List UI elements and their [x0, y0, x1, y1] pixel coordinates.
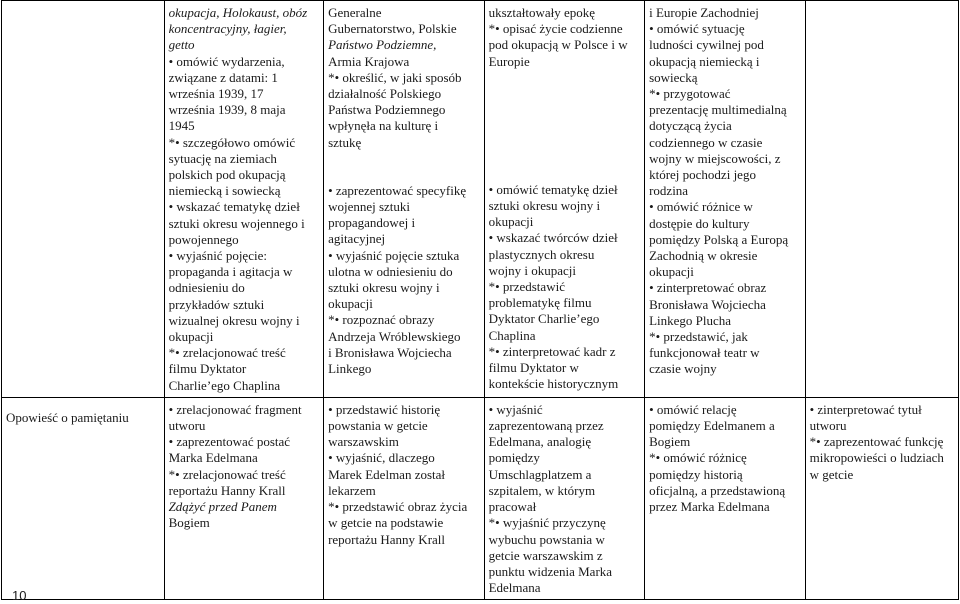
cell-line: sztukę	[328, 134, 362, 150]
cell-line: niemiecką i sowiecką	[168, 183, 281, 199]
cell-line: okupacji	[168, 329, 214, 345]
cell-line: *• określić, w jaki sposób	[328, 69, 462, 85]
cell-line: okupacją niemiecką i	[649, 53, 760, 69]
cell-line: 1945	[168, 118, 195, 134]
cell-line	[489, 70, 641, 86]
cell-line: okupacji	[649, 264, 694, 280]
cell-line: i Bronisława Wojciecha	[328, 344, 452, 360]
cell-line: mikropowieści o ludziach	[809, 450, 944, 466]
cell-line: getcie warszawskim z	[488, 547, 603, 563]
row-label: Opowieść o pamiętaniu	[6, 409, 129, 425]
cell-line: *• przedstawić obraz życia	[328, 499, 468, 515]
cell-line: • zinterpretować tytuł	[809, 401, 922, 417]
cell-line: Marek Edelman został	[328, 466, 446, 482]
cell-line: sztuki okresu wojny i	[488, 198, 601, 214]
row-label-cell	[2, 397, 165, 599]
table-cell	[484, 1, 645, 398]
table-cell	[324, 1, 485, 398]
cell-line: propagandowej i	[328, 215, 416, 231]
cell-line: okupacji	[328, 296, 373, 312]
cell-line: kontekście historycznym	[488, 376, 619, 392]
cell-line	[489, 134, 641, 150]
cell-line: w getcie	[809, 466, 854, 482]
cell-line: polskich pod okupacją	[168, 167, 286, 183]
cell-line: • zrelacjonować fragment	[168, 401, 302, 417]
cell-line: *• zrelacjonować treść	[168, 466, 286, 482]
cell-line: września 1939, 8 maja	[168, 102, 286, 118]
cell-line: *• przedstawić	[488, 279, 565, 295]
cell-line: Linkego	[328, 361, 372, 377]
cell-line: ulotna w odniesieniu do	[328, 263, 453, 279]
cell-line	[489, 86, 641, 102]
cell-line: prezentację multimedialną	[649, 102, 787, 118]
cell-line: Chaplina	[488, 327, 536, 343]
cell-line: rodzina	[649, 183, 689, 199]
cell-line: Linkego Plucha	[649, 312, 732, 328]
cell-line: Armia Krajowa	[328, 53, 410, 69]
cell-line: Bogiem	[168, 515, 210, 531]
cell-line: której pochodzi jego	[649, 167, 756, 183]
cell-line: Edelmana, analogię	[488, 434, 592, 450]
cell-line: *• omówić różnicę	[649, 450, 747, 466]
cell-line: przez Marka Edelmana	[649, 499, 770, 515]
cell-line	[328, 151, 480, 167]
cell-line: reportażu Hanny Krall	[328, 531, 446, 547]
cell-line: okupacja, Holokaust, obóz	[168, 5, 308, 20]
cell-line: wojny w miejscowości, z	[649, 150, 781, 166]
cell-line: • wyjaśnić pojęcie sztuka	[328, 247, 460, 263]
cell-line: *• zaprezentować funkcję	[809, 434, 944, 450]
cell-line: utworu	[809, 418, 847, 434]
cell-line: okupacji	[488, 214, 534, 230]
cell-line: reportażu Hanny Krall	[168, 482, 286, 498]
table-cell	[324, 397, 485, 599]
cell-line: szpitalem, w którym	[488, 482, 596, 498]
table-cell	[645, 1, 806, 398]
cell-line: Umschlagplatzem a	[488, 466, 592, 482]
cell-line: utworu	[168, 418, 206, 434]
cell-line: • wskazać twórców dzieł	[488, 230, 618, 246]
cell-line: problematykę filmu	[488, 295, 592, 311]
cell-line: sztuki okresu wojny i	[328, 280, 440, 296]
cell-line: Zachodnią w okresie	[649, 248, 758, 264]
curriculum-table	[1, 0, 959, 600]
cell-line: Europie	[488, 53, 530, 69]
cell-line: Marka Edelmana	[168, 450, 258, 466]
cell-line: plastycznych okresu	[488, 246, 595, 262]
table-row	[2, 397, 959, 599]
cell-line: pod okupacją w Polsce i w	[488, 37, 628, 53]
table-cell	[484, 397, 645, 599]
cell-line: warszawskim	[328, 434, 399, 450]
cell-line: • zinterpretować obraz	[649, 280, 767, 296]
table-cell	[164, 1, 324, 398]
cell-line: związane z datami: 1	[168, 69, 278, 85]
cell-line: funkcjonował teatr w	[649, 345, 760, 361]
table-cell	[805, 1, 958, 398]
cell-line: • omówić różnice w	[649, 199, 753, 215]
cell-line: września 1939, 17	[168, 86, 264, 102]
cell-line: *• opisać życie codzienne	[488, 21, 623, 37]
cell-line: wybuchu powstania w	[488, 531, 605, 547]
cell-line: w getcie na podstawie	[328, 515, 444, 531]
cell-line: przykładów sztuki	[168, 296, 265, 312]
cell-line: zaprezentowaną przez	[488, 418, 604, 434]
cell-line: ukształtowały epokę	[488, 5, 596, 20]
cell-line: *• rozpoznać obrazy	[328, 312, 435, 328]
cell-line	[489, 166, 641, 182]
cell-line: działalność Polskiego	[328, 86, 442, 102]
cell-line: • omówić sytuację	[649, 21, 745, 37]
cell-line: pomiędzy	[488, 450, 540, 466]
cell-line: czasie wojny	[649, 361, 717, 377]
cell-line: Państwo Podziemne,	[328, 37, 437, 53]
cell-line: Andrzeja Wróblewskiego	[328, 328, 461, 344]
cell-line: • omówić relację	[649, 401, 737, 417]
cell-line: ludności cywilnej pod	[649, 37, 764, 53]
cell-line	[489, 150, 641, 166]
cell-line: Bogiem	[649, 434, 691, 450]
cell-line: *• zinterpretować kadr z	[488, 343, 616, 359]
cell-line: *• przedstawić, jak	[649, 329, 748, 345]
cell-line: • omówić wydarzenia,	[168, 53, 285, 69]
cell-line: • wyjaśnić, dlaczego	[328, 450, 435, 466]
cell-line: Bronisława Wojciecha	[649, 296, 766, 312]
cell-line: odniesieniu do	[168, 280, 245, 296]
cell-line: pomiędzy Polską a Europą	[649, 231, 789, 247]
cell-line: wojny i okupacji	[488, 262, 576, 278]
cell-line: Zdążyć przed Panem	[168, 499, 277, 515]
cell-line: Gubernatorstwo, Polskie	[328, 21, 457, 37]
cell-line: sztuki okresu wojennego i	[168, 215, 305, 231]
cell-line	[489, 102, 641, 118]
cell-line: Generalne	[328, 5, 382, 20]
cell-line: • wyjaśnić	[488, 401, 543, 417]
cell-line: dotyczącą życia	[649, 118, 732, 134]
cell-line: • przedstawić historię	[328, 401, 441, 417]
cell-line: *• zrelacjonować treść	[168, 345, 286, 361]
cell-line: punktu widzenia Marka	[488, 563, 613, 579]
cell-line: pracował	[488, 499, 537, 515]
cell-line: wojennej sztuki	[328, 199, 411, 215]
cell-line: sowiecką	[649, 69, 698, 85]
cell-line: oficjalną, a przedstawioną	[649, 482, 786, 498]
table-cell	[645, 397, 806, 599]
cell-line: propaganda i agitacja w	[168, 264, 293, 280]
cell-line: • wskazać tematykę dzieł	[168, 199, 300, 215]
table-cell-label-empty	[2, 1, 165, 398]
cell-line: Państwa Podziemnego	[328, 102, 446, 118]
cell-line: pomiędzy Edelmanem a	[649, 418, 775, 434]
table-row	[2, 1, 959, 398]
cell-line: koncentracyjny, łagier,	[168, 21, 287, 37]
cell-line: codziennego w czasie	[649, 134, 763, 150]
cell-line: agitacyjnej	[328, 231, 386, 247]
cell-line: • omówić tematykę dzieł	[488, 181, 618, 197]
page-number: 10	[12, 588, 27, 603]
cell-line: • zaprezentować specyfikę	[328, 182, 467, 198]
table-cell	[805, 397, 958, 599]
cell-line: powojennego	[168, 231, 239, 247]
cell-line: *• przygotować	[649, 86, 731, 102]
cell-line: Edelmana	[488, 580, 541, 596]
cell-line: wizualnej okresu wojny i	[168, 312, 300, 328]
cell-line: powstania w getcie	[328, 418, 428, 434]
cell-line	[489, 118, 641, 134]
cell-line: Charlie’ego Chaplina	[168, 377, 281, 393]
cell-line: dostępie do kultury	[649, 215, 750, 231]
cell-line: filmu Dyktator	[168, 361, 247, 377]
cell-line: • zaprezentować postać	[168, 434, 291, 450]
cell-line: filmu Dyktator w	[488, 360, 579, 376]
cell-line: wpłynęła na kulturę i	[328, 118, 439, 134]
cell-line: *• wyjaśnić przyczynę	[488, 515, 606, 531]
cell-line: Dyktator Charlie’ego	[488, 311, 600, 327]
cell-line: *• szczegółowo omówić	[168, 134, 296, 150]
cell-line: i Europie Zachodniej	[649, 5, 759, 20]
cell-line: • wyjaśnić pojęcie:	[168, 248, 267, 264]
cell-line: pomiędzy historią	[649, 466, 743, 482]
cell-line	[328, 167, 480, 183]
cell-line: getto	[168, 37, 195, 53]
cell-line: sytuację na ziemiach	[168, 150, 277, 166]
cell-line: lekarzem	[328, 482, 376, 498]
table-cell	[164, 397, 324, 599]
